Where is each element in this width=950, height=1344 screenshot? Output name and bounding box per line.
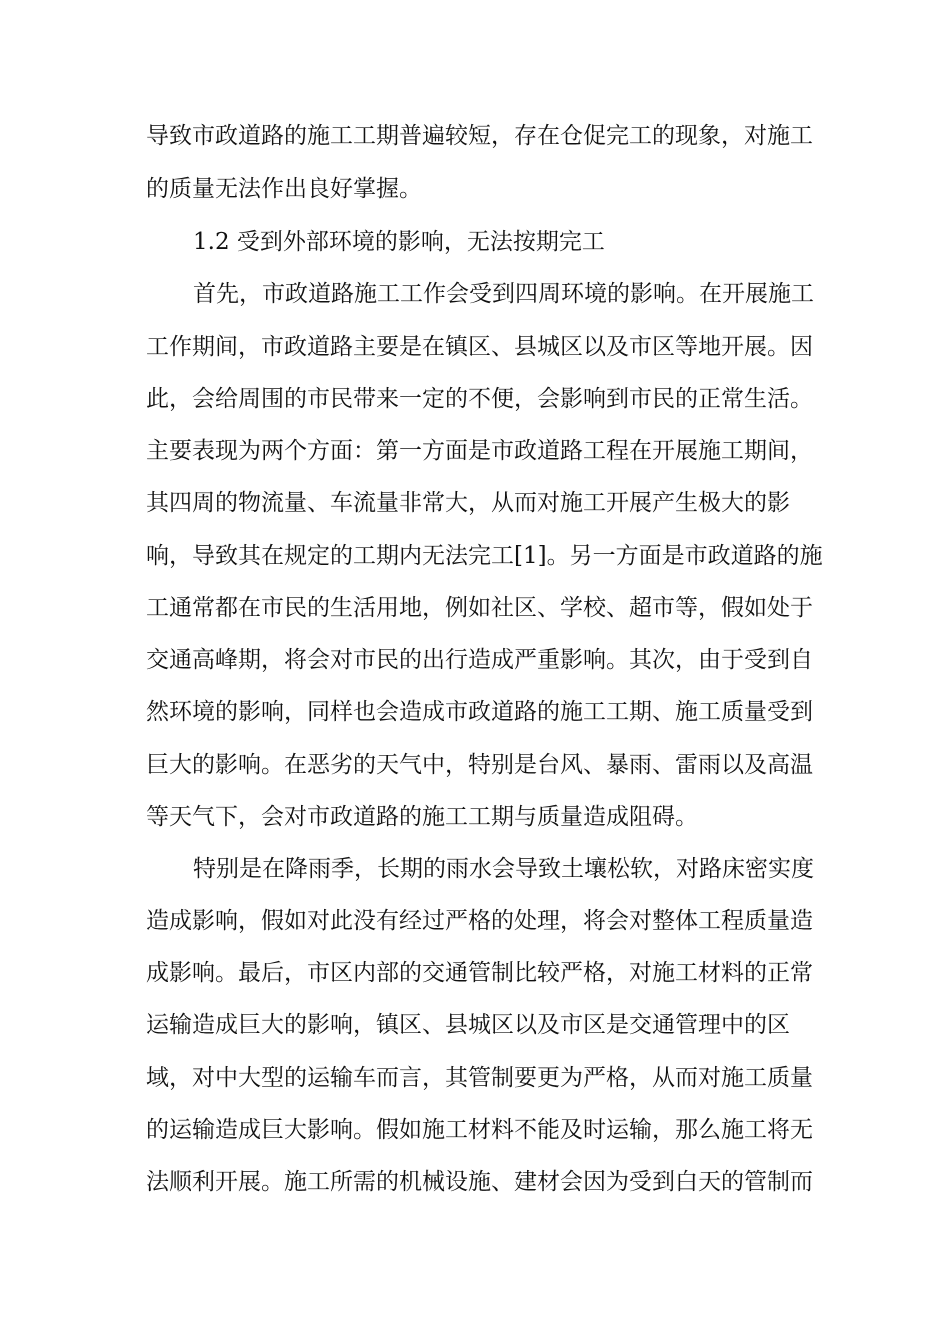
- text-line: 工通常都在市民的生活用地，例如社区、学校、超市等，假如处于: [146, 595, 813, 621]
- text-line: 的运输造成巨大影响。假如施工材料不能及时运输，那么施工将无: [146, 1117, 813, 1143]
- text-line: 巨大的影响。在恶劣的天气中，特别是台风、暴雨、雷雨以及高温: [146, 752, 813, 778]
- text-line: 运输造成巨大的影响，镇区、县城区以及市区是交通管理中的区: [146, 1012, 790, 1038]
- text-line: 响，导致其在规定的工期内无法完工[1]。另一方面是市政道路的施: [146, 543, 823, 569]
- text-line: 等天气下，会对市政道路的施工工期与质量造成阻碍。: [146, 804, 698, 830]
- text-line: 主要表现为两个方面：第一方面是市政道路工程在开展施工期间，: [146, 438, 813, 464]
- paragraph-first-line: 首先，市政道路施工工作会受到四周环境的影响。在开展施工: [193, 281, 814, 307]
- text-line: 交通高峰期，将会对市民的出行造成严重影响。其次，由于受到自: [146, 647, 813, 673]
- text-line: 工作期间，市政道路主要是在镇区、县城区以及市区等地开展。因: [146, 334, 813, 360]
- text-line: 其四周的物流量、车流量非常大，从而对施工开展产生极大的影: [146, 490, 790, 516]
- text-line: 的质量无法作出良好掌握。: [146, 176, 422, 202]
- text-line: 造成影响，假如对此没有经过严格的处理，将会对整体工程质量造: [146, 908, 813, 934]
- text-line: 此，会给周围的市民带来一定的不便，会影响到市民的正常生活。: [146, 386, 813, 412]
- paragraph-first-line: 特别是在降雨季，长期的雨水会导致土壤松软，对路床密实度: [193, 856, 814, 882]
- section-heading: 1.2 受到外部环境的影响，无法按期完工: [193, 229, 605, 255]
- text-line: 然环境的影响，同样也会造成市政道路的施工工期、施工质量受到: [146, 699, 813, 725]
- text-line: 成影响。最后，市区内部的交通管制比较严格，对施工材料的正常: [146, 960, 813, 986]
- text-line: 域，对中大型的运输车而言，其管制要更为严格，从而对施工质量: [146, 1065, 813, 1091]
- text-line: 法顺利开展。施工所需的机械设施、建材会因为受到白天的管制而: [146, 1169, 813, 1195]
- text-line: 导致市政道路的施工工期普遍较短，存在仓促完工的现象，对施工: [146, 123, 813, 149]
